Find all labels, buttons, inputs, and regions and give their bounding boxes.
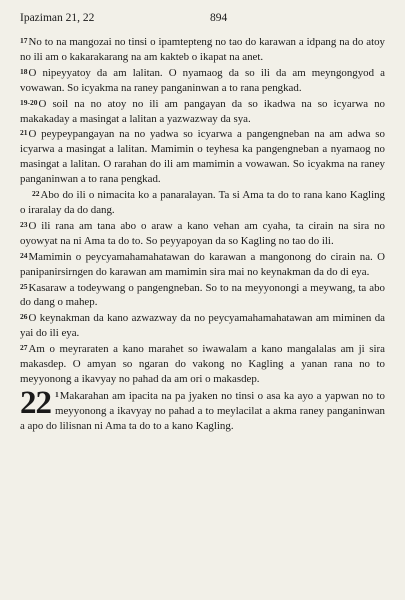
chapter-22 (20, 384, 385, 434)
verse-number: 22 (32, 189, 40, 199)
verse-text: Mamimin o peycyamahamahatawan do karawan a mangonong do cirain na. O panipanirsirngen do karawan am mamimin sira mai no keynakman da do di eya. (20, 250, 385, 278)
verse-text: Makarahan am ipacita na pa jyaken no tinsi o asa ka ayo a yapwan no to meyyonong a ikavyay no pahad a to meylacilat a akma raney panganinwan a apo do lilisnan ni Ama ta do to a kano Kagling. (20, 389, 385, 432)
verse-number: 19-20 (20, 97, 38, 107)
verse-text: O ili rana am tana abo o araw a kano vehan am cyaha, ta cirain na sira no oyowyat na ni Ama ta do to. So peyyapoyan da so Kagling no tao do ili. (20, 219, 385, 247)
chapter-number: 22 (20, 384, 51, 421)
verse-text: Abo do ili o nimacita ko a panaralayan. Ta si Ama ta do to rana kano Kagling o iraralay da do dang. (20, 189, 385, 216)
running-head: Ipaziman 21, 22 (20, 12, 95, 24)
verse (20, 65, 385, 96)
verse-number: 25 (20, 281, 28, 291)
page-header (20, 8, 385, 30)
verse-text: Kasaraw a todeywang o pangengneban. So to na meyyonongi a meywang, ta abo do dang o mahep. (20, 281, 385, 309)
verse (20, 249, 385, 280)
verse (20, 34, 385, 65)
verse-number: 18 (20, 66, 28, 76)
verse (20, 187, 385, 218)
verse-number: 21 (20, 128, 28, 138)
verse-number: 27 (20, 343, 28, 353)
verse (20, 280, 385, 311)
verse-text: O peypeypangayan na no yadwa so icyarwa a pangengneban na am adwa so icyarwa a masingat a lalitan. Mamimin o teyhesa ka pangengneban a nyamaog no masingat a lalitan. O rarahan do ili am mamimin a vowawan. So icyakma na raney panganinwan a to rana pengkad. (20, 128, 385, 186)
verse (20, 96, 385, 127)
verse-number: 1 (55, 389, 59, 399)
verse (20, 310, 385, 341)
verse (20, 384, 385, 434)
verse-number: 23 (20, 219, 28, 229)
chapter-21-text (20, 34, 385, 434)
page-number: 894 (210, 12, 228, 24)
verse-text: O nipeyyatoy da am lalitan. O nyamaog da so ili da am meyngongyod a vowawan. So icyakma na raney panganinwan a to rana pengkad. (20, 66, 385, 94)
verse (20, 341, 385, 387)
verse-text: No to na mangozai no tinsi o ipamtepteng no tao do karawan a idpang na do atoy no ili am o kakarakarang na am kakteb o ikapat na anet. (20, 36, 385, 63)
verse-text: O soil na no atoy no ili am pangayan da so ikadwa na so icyarwa no makakaday a masingat a lalitan a yazwazway da sya. (20, 97, 385, 125)
verse-number: 17 (20, 36, 28, 45)
verse (20, 218, 385, 249)
verse-number: 26 (20, 312, 28, 322)
verse (20, 126, 385, 187)
verse-text: O keynakman da kano azwazway da no peycyamahamahatawan am miminen da yai do ili eya. (20, 312, 385, 340)
verse-number: 24 (20, 250, 28, 260)
verse-text: Am o meyraraten a kano marahet so iwawalam a kano mangalalas am ji sira makasdep. O amyan so ngaran do vakong no Kagling a yanan rana no to meyyonong a ikavyay no pahad da am ori o makasdep. (20, 343, 385, 385)
